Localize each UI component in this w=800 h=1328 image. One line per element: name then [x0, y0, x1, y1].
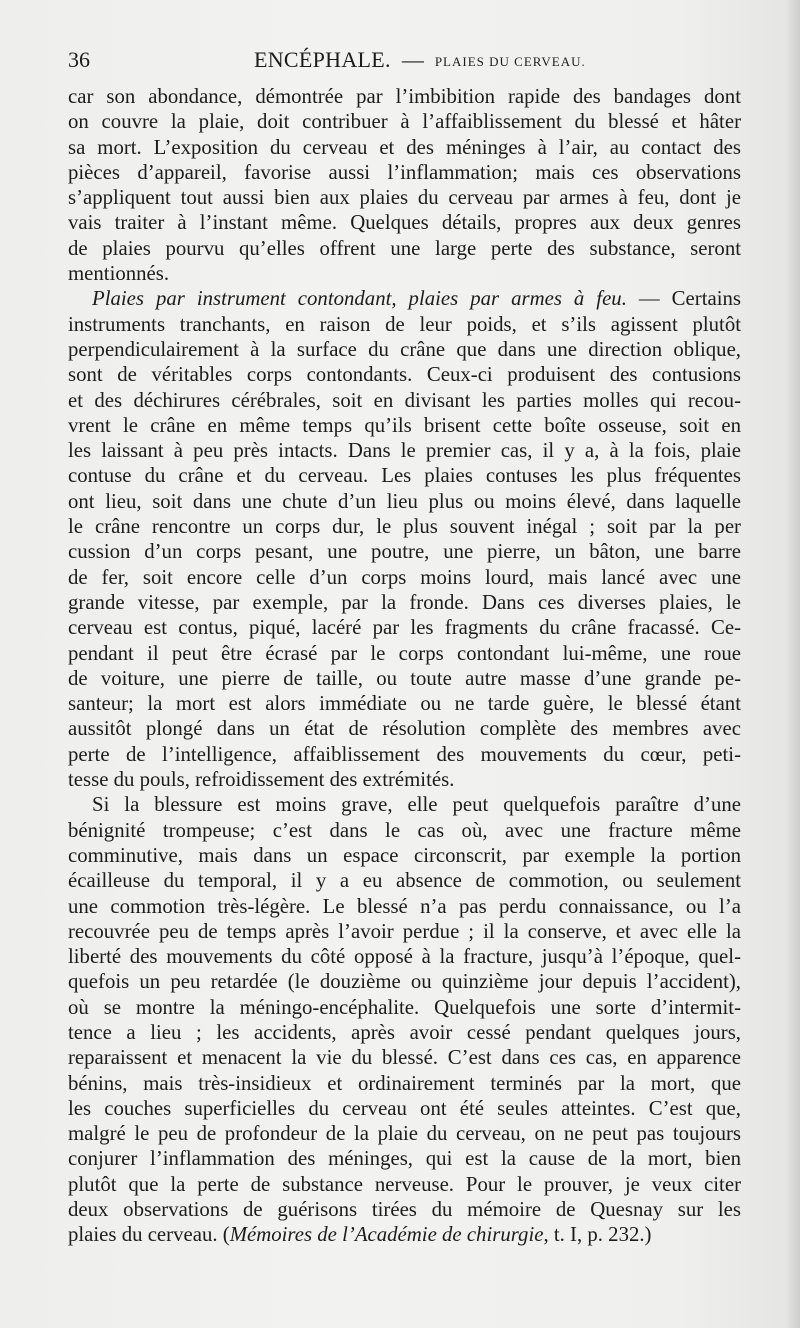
text-line — [68, 463, 741, 488]
text-segment: contuse du crâne et du cerveau. Les plaies contuses les plus fréquentes — [68, 464, 741, 488]
text-line — [68, 1071, 741, 1096]
text-segment: recouvrée peu de temps après l’avoir perdue ; il la conserve, et avec elle la — [68, 919, 741, 943]
text-line — [68, 691, 741, 716]
text-segment: ont lieu, soit dans une chute d’un lieu plus ou moins élevé, dans laquelle — [68, 489, 741, 513]
text-segment: comminutive, mais dans un espace circonscrit, par exemple la portion — [68, 843, 741, 867]
text-line — [68, 1096, 741, 1121]
text-line — [68, 84, 741, 109]
text-segment: pendant il peut être écrasé par le corps contondant lui-même, une roue — [68, 641, 741, 665]
italic-text: Mémoires de l’Académie de chirurgie — [229, 1223, 544, 1247]
text-segment: car son abondance, démontrée par l’imbibition rapide des bandages dont — [68, 85, 741, 108]
text-segment: perpendiculairement à la surface du crâne que dans une direction oblique, — [68, 337, 741, 361]
running-header — [68, 47, 741, 79]
text-line — [68, 1146, 741, 1171]
text-line — [68, 767, 741, 792]
text-line — [68, 286, 741, 311]
text-segment: écailleuse du temporal, il y a eu absence de commotion, ou seulement — [68, 869, 741, 893]
text-segment: cussion d’un corps pesant, une poutre, une pierre, un bâton, une barre — [68, 540, 741, 564]
text-line — [68, 109, 741, 134]
text-line — [68, 919, 741, 944]
text-line — [68, 413, 741, 438]
text-line — [68, 337, 741, 362]
text-segment: cerveau est contus, piqué, lacéré par les fragments du crâne fracassé. Ce- — [68, 616, 741, 640]
text-segment: pièces d’appareil, favorise aussi l’inflammation; mais ces observations — [68, 160, 741, 184]
text-line — [68, 742, 741, 767]
text-segment: quefois un peu retardée (le douzième ou quinzième jour depuis l’accident), — [68, 970, 741, 994]
text-segment: deux observations de guérisons tirées du mémoire de Quesnay sur les — [68, 1198, 741, 1222]
text-segment: bénins, mais très-insidieux et ordinairement terminés par la mort, que — [68, 1071, 741, 1095]
text-line — [68, 843, 741, 868]
text-segment: de plaies pourvu qu’elles offrent une large perte des substance, seront — [68, 236, 741, 260]
text-line — [68, 135, 741, 160]
text-segment: de voiture, une pierre de taille, ou toute autre masse d’une grande pe- — [68, 666, 741, 690]
text-line — [68, 995, 741, 1020]
text-segment: mentionnés. — [68, 262, 170, 286]
text-segment: conjurer l’inflammation des méninges, qui est la cause de la mort, bien — [68, 1147, 741, 1171]
text-line — [68, 1172, 741, 1197]
text-line — [68, 210, 741, 235]
text-line — [68, 590, 741, 615]
text-segment: reparaissent et menacent la vie du blessé. C’est dans ces cas, en apparence — [68, 1046, 741, 1070]
text-line — [68, 1222, 741, 1247]
header-subtitle: PLAIES DU CERVEAU. — [434, 54, 586, 69]
text-segment: liberté des mouvements du côté opposé à la fracture, jusqu’à l’époque, quel- — [68, 945, 741, 969]
text-segment: où se montre la méningo-encéphalite. Quelquefois une sorte d’intermit- — [68, 995, 741, 1019]
text-segment: santeur; la mort est alors immédiate ou ne tarde guère, le blessé étant — [68, 692, 741, 716]
text-segment: bénignité trompeuse; c’est dans le cas où, avec une fracture même — [68, 818, 741, 842]
text-segment: grande vitesse, par exemple, par la fronde. Dans ces diverses plaies, le — [68, 590, 741, 614]
text-line — [68, 312, 741, 337]
page-edge-shadow — [786, 0, 800, 1328]
paragraph — [68, 286, 741, 792]
text-line — [68, 438, 741, 463]
text-segment: tence a lieu ; les accidents, après avoir cessé pendant quelques jours, — [68, 1020, 741, 1044]
text-line — [68, 615, 741, 640]
text-line — [68, 514, 741, 539]
text-line — [68, 792, 741, 817]
text-segment: plutôt que la perte de substance nerveuse. Pour le prouver, je veux citer — [68, 1172, 741, 1196]
text-segment: instruments tranchants, en raison de leur poids, et s’ils agissent plutôt — [68, 312, 741, 336]
italic-text: Plaies par instrument contondant, plaies par armes à feu. — [92, 287, 627, 311]
text-segment: sa mort. L’exposition du cerveau et des méninges à l’air, au contact des — [68, 135, 741, 159]
text-segment: s’appliquent tout aussi bien aux plaies du cerveau par armes à feu, dont je — [68, 186, 741, 210]
text-segment: — Certains — [626, 287, 741, 311]
text-line — [68, 539, 741, 564]
text-line — [68, 666, 741, 691]
text-segment: vais traiter à l’instant même. Quelques détails, propres aux deux genres — [68, 211, 741, 235]
text-line — [68, 716, 741, 741]
text-line — [68, 1045, 741, 1070]
text-segment: de fer, soit encore celle d’un corps moins lourd, mais lancé avec une — [68, 565, 741, 589]
text-line — [68, 868, 741, 893]
page-number: 36 — [68, 47, 90, 72]
text-line — [68, 641, 741, 666]
text-segment: aussitôt plongé dans un état de résolution complète des membres avec — [68, 717, 741, 741]
text-segment: Si la blessure est moins grave, elle peut quelquefois paraître d’une — [92, 793, 741, 817]
text-line — [68, 236, 741, 261]
text-line — [68, 1121, 741, 1146]
header-dash: — — [401, 47, 424, 72]
text-segment: les couches superficielles du cerveau ont été seules atteintes. C’est que, — [68, 1096, 741, 1120]
body-text — [68, 84, 741, 1248]
text-line — [68, 185, 741, 210]
text-line — [68, 969, 741, 994]
text-segment: plaies du cerveau. ( — [68, 1223, 230, 1247]
text-segment: les laissant à peu près intacts. Dans le premier cas, il y a, à la fois, plaie — [68, 439, 741, 463]
text-segment: le crâne rencontre un corps dur, le plus souvent inégal ; soit par la per — [68, 515, 741, 539]
text-segment: on couvre la plaie, doit contribuer à l’affaiblissement du blessé et hâter — [68, 110, 741, 134]
text-line — [68, 818, 741, 843]
text-segment: perte de l’intelligence, affaiblissement des mouvements du cœur, peti- — [68, 742, 741, 766]
text-segment: et des déchirures cérébrales, soit en divisant les parties molles qui recou- — [68, 388, 741, 412]
text-segment: , t. I, p. 232.) — [543, 1223, 652, 1247]
text-line — [68, 565, 741, 590]
text-line — [68, 944, 741, 969]
text-line — [68, 489, 741, 514]
text-line — [68, 1020, 741, 1045]
text-line — [68, 362, 741, 387]
text-segment: une commotion très-légère. Le blessé n’a pas perdu connaissance, ou l’a — [68, 894, 741, 918]
paragraph — [68, 84, 741, 286]
header-title: ENCÉPHALE. — [254, 47, 391, 72]
paragraph — [68, 792, 741, 1247]
text-line — [68, 388, 741, 413]
running-title — [254, 47, 586, 73]
text-line — [68, 1197, 741, 1222]
text-line — [68, 894, 741, 919]
text-line — [68, 261, 741, 286]
text-segment: malgré le peu de profondeur de la plaie du cerveau, on ne peut pas toujours — [68, 1122, 741, 1146]
text-segment: sont de véritables corps contondants. Ceux-ci produisent des contusions — [68, 363, 741, 387]
text-segment: tesse du pouls, refroidissement des extrémités. — [68, 768, 455, 792]
text-segment: vrent le crâne en même temps qu’ils brisent cette boîte osseuse, soit en — [68, 413, 741, 437]
text-line — [68, 160, 741, 185]
